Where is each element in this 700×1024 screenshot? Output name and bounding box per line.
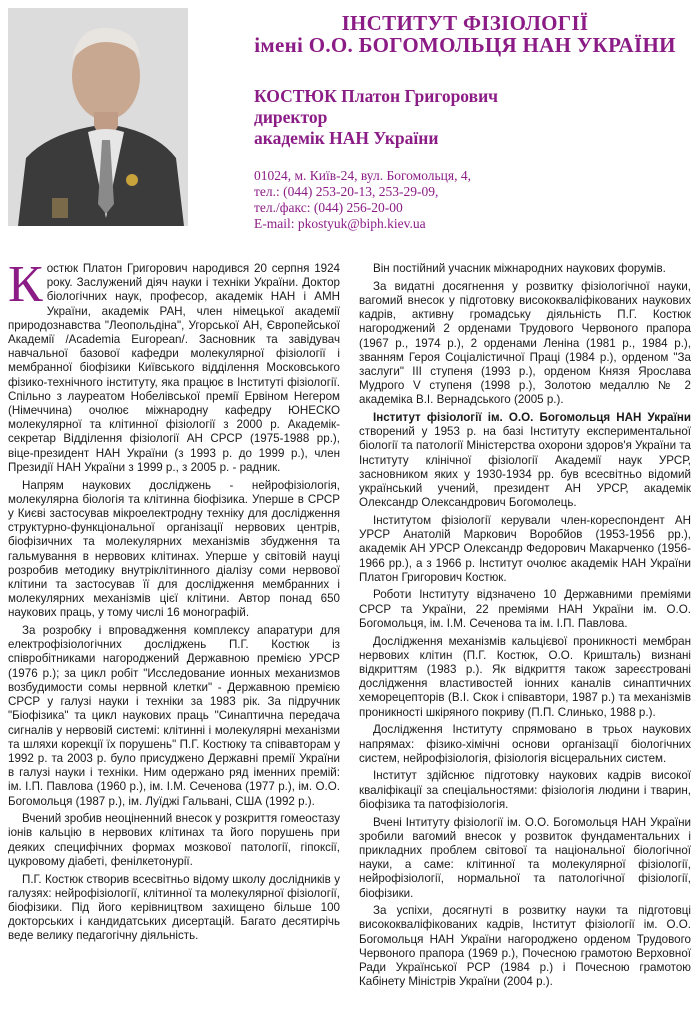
paragraph-text: остюк Платон Григорович народився 20 серпня 1924 року. Заслужений діяч науки і техніки України. Доктор біологічних наук, професор, академік НАН і АМН України, академік РАН, член німецької академії природознавства "Леопольдіна", Угорської АН, Європейської Академії /Academia European/. Засновник та завідувач навчальної базової кафедри молекулярної фізіології і мембранної біофізики Київського відділення Московського фізико-технічного інституту, яка працює в Інституті фізіології. Спільно з лауреатом Нобелівської премії Ервіном Негером (Німеччина) очолює міжнародну кафедру ЮНЕСКО молекулярної та клітинної фізіології з 2000 р. Академік-секретар Відділення фізіології АН СРСР (1975-1988 рр.), віце-президент НАН України (з 1993 р. до 1999 р.), член Президії НАН України з 1999 р., з 2005 р. - радник.: [8, 262, 340, 474]
paragraph: [8, 256, 340, 475]
institute-title-line1: ІНСТИТУТ ФІЗІОЛОГІЇ: [341, 11, 589, 35]
paragraph: Він постійний учасник міжнародних наукових форумів.: [373, 262, 666, 275]
institute-title: [240, 12, 690, 56]
contact-address: 01024, м. Київ-24, вул. Богомольця, 4,: [254, 168, 471, 183]
contact-phone: тел.: (044) 253-20-13, 253-29-09,: [254, 184, 439, 199]
contact-email[interactable]: E-mail: pkostyuk@biph.kiev.ua: [254, 216, 426, 231]
person-name: КОСТЮК Платон Григорович: [254, 86, 499, 106]
paragraph: Напрям наукових досліджень - нейрофізіологія, молекулярна біологія та клітинна біофізика. Уперше в СРСР у Києві застосував мікроелектродну техніку для дослідження структурно-функціональної організації нервових центрів, біофізичних та молекулярних механізмів збудження та гальмування в нервових клітинах. Уперше у світовій науці розробив методику внутріклітинного діалізу соми нервової клітини та застосував її для дослідження мембранних і молекулярних механізмів цієї клітини. Автор понад 650 наукових праць, у тому числі 16 монографій.: [8, 478, 340, 620]
paragraph-text: створений у 1953 р. на базі Інституту експериментальної біології та патології Міністерства охорони здоров'я України та Інституту клінічної фізіології Академії наук УРСР, засновником яких у 1930-1934 рр. був всесвітньо відомий український учений, президент АН УРСР, академік Олександр Олександрович Богомолець.: [359, 425, 691, 510]
paragraph: За розробку і впровадження комплексу апаратури для електрофізіологічних досліджень П.Г. Костюк із співробітниками нагороджений Державною премією УРСР (1976 р.); за цикл робіт "Исследование ионных механизмов возбудимости сомы нервной клетки" - Державною премією СРСР у галузі науки і техніки за 1983 рік. За підручник "Біофізика" та цикл наукових праць "Синаптична передача сигналів у нервовій системі: клітинні і молекулярні механізми та шляхи корекції їх порушень" П.Г. Костюку та співавторам у 1992 р. та 2003 р. було присуджено Державні премії України в галузі науки і техніки. Ним одержано ряд іменних премій: ім. І.П. Павлова (1960 р.), ім. І.М. Сеченова (1977 р.), ім. О.О. Богомольця (1987 р.), ім. Луїджі Гальвані, США (1992 р.).: [8, 624, 340, 808]
paragraph: Роботи Інституту відзначено 10 Державними преміями СРСР та України, 22 преміями НАН України ім. О.О. Богомольця, ім. І.М. Сеченова та ім. І.П. Павлова.: [359, 588, 691, 630]
paragraph: Вчений зробив неоціненний внесок у розкриття гомеостазу іонів кальцію в нервових клітинах та його порушень при деяких специфічних формах мозкової патології, гіпоксії, цукровому діабеті, фенілкетонурії.: [8, 812, 340, 868]
left-column: [8, 256, 340, 947]
right-column: [359, 262, 691, 993]
drop-cap: К: [8, 256, 43, 313]
paragraph: За успіхи, досягнуті в розвитку науки та підготовці висококваліфікованих кадрів, Інститут фізіології ім. О.О. Богомольця НАН України нагороджено орденом Трудового Червоного прапора (1969 р.), Почесною грамотою Верховної Ради Української РСР (1984 р.) і Почесною грамотою Кабінету Міністрів України (2004 р.).: [359, 904, 691, 989]
portrait-icon: [8, 8, 188, 226]
person-block: [254, 86, 498, 149]
portrait-photo: [8, 8, 188, 226]
paragraph: Інститут здійснює підготовку наукових кадрів високої кваліфікації за спеціальностями: фізіологія людини і тварин, біофізика та патофізіологія.: [359, 769, 691, 811]
person-role: директор: [254, 107, 328, 127]
paragraph: П.Г. Костюк створив всесвітньо відому школу дослідників у галузях: нейрофізіології, клітинної та молекулярної фізіології, біофізики. Під його керівництвом захищено більше 100 докторських і кандидатських дисертацій. Багато десятирічь веде велику педагогічну діяльність.: [8, 872, 340, 943]
paragraph: Інститутом фізіології керували член-кореспондент АН УРСР Анатолій Маркович Воробйов (1953-1956 рр.), академік АН УРСР Олександр Федорович Макарченко (1956-1966 рр.), а з 1966 р. Інститут очолює академік НАН України Платон Григорович Костюк.: [359, 513, 691, 584]
institute-name-bold: Інститут фізіології ім. О.О. Богомольця НАН України: [373, 411, 691, 425]
paragraph: Дослідження Інституту спрямовано в трьох наукових напрямах: фізико-хімічні основи організації біологічних систем, нейрофізіологія, фізіологія вісцеральних систем.: [359, 723, 691, 765]
paragraph: Вчені Інтитуту фізіології ім. О.О. Богомольця НАН України зробили вагомий внесок у розвиток фундаментальних і прикладних проблем світової та національної біологічної науки, а саме: клітинної та молекулярної фізіології, нейрофізіології, нормальної та патологічної фізіології, біофізики.: [359, 815, 691, 900]
paragraph: [359, 411, 691, 510]
contact-fax: тел./факс: (044) 256-20-00: [254, 200, 403, 215]
paragraph: Дослідження механізмів кальцієвої проникності мембран нервових клітин (П.Г. Костюк, О.О. Кришталь) визнані відкриттям (1983 р.). Як відкриття також зареєстровані дослідження властивостей іонних каналів синаптичних хеморецепторів (В.І. Скок і співавтори, 1987 р.) та механізмів проникності шкіряного покриву (П.П. Слинько, 1988 р.).: [359, 634, 691, 719]
contacts-block: [254, 168, 471, 232]
paragraph: За видатні досягнення у розвитку фізіологічної науки, вагомий внесок у підготовку висококваліфікованих наукових кадрів, активну громадську діяльність П.Г. Костюк нагороджений 2 орденами Трудового Червоного прапора (1967 р., 1974 р.), 2 орденами Леніна (1981 р., 1984 р.), званням Героя Соціалістичної Праці (1984 р.), орденом "За заслуги" III ступеня (1993 р.), орденом Князя Ярослава Мудрого V ступеня (1998 р.), Золотою медаллю № 2 академіка В.І. Вернадського (2005 р.).: [359, 279, 691, 407]
institute-title-line2: імені О.О. БОГОМОЛЬЦЯ НАН УКРАЇНИ: [254, 33, 676, 57]
person-title: академік НАН України: [254, 128, 439, 148]
